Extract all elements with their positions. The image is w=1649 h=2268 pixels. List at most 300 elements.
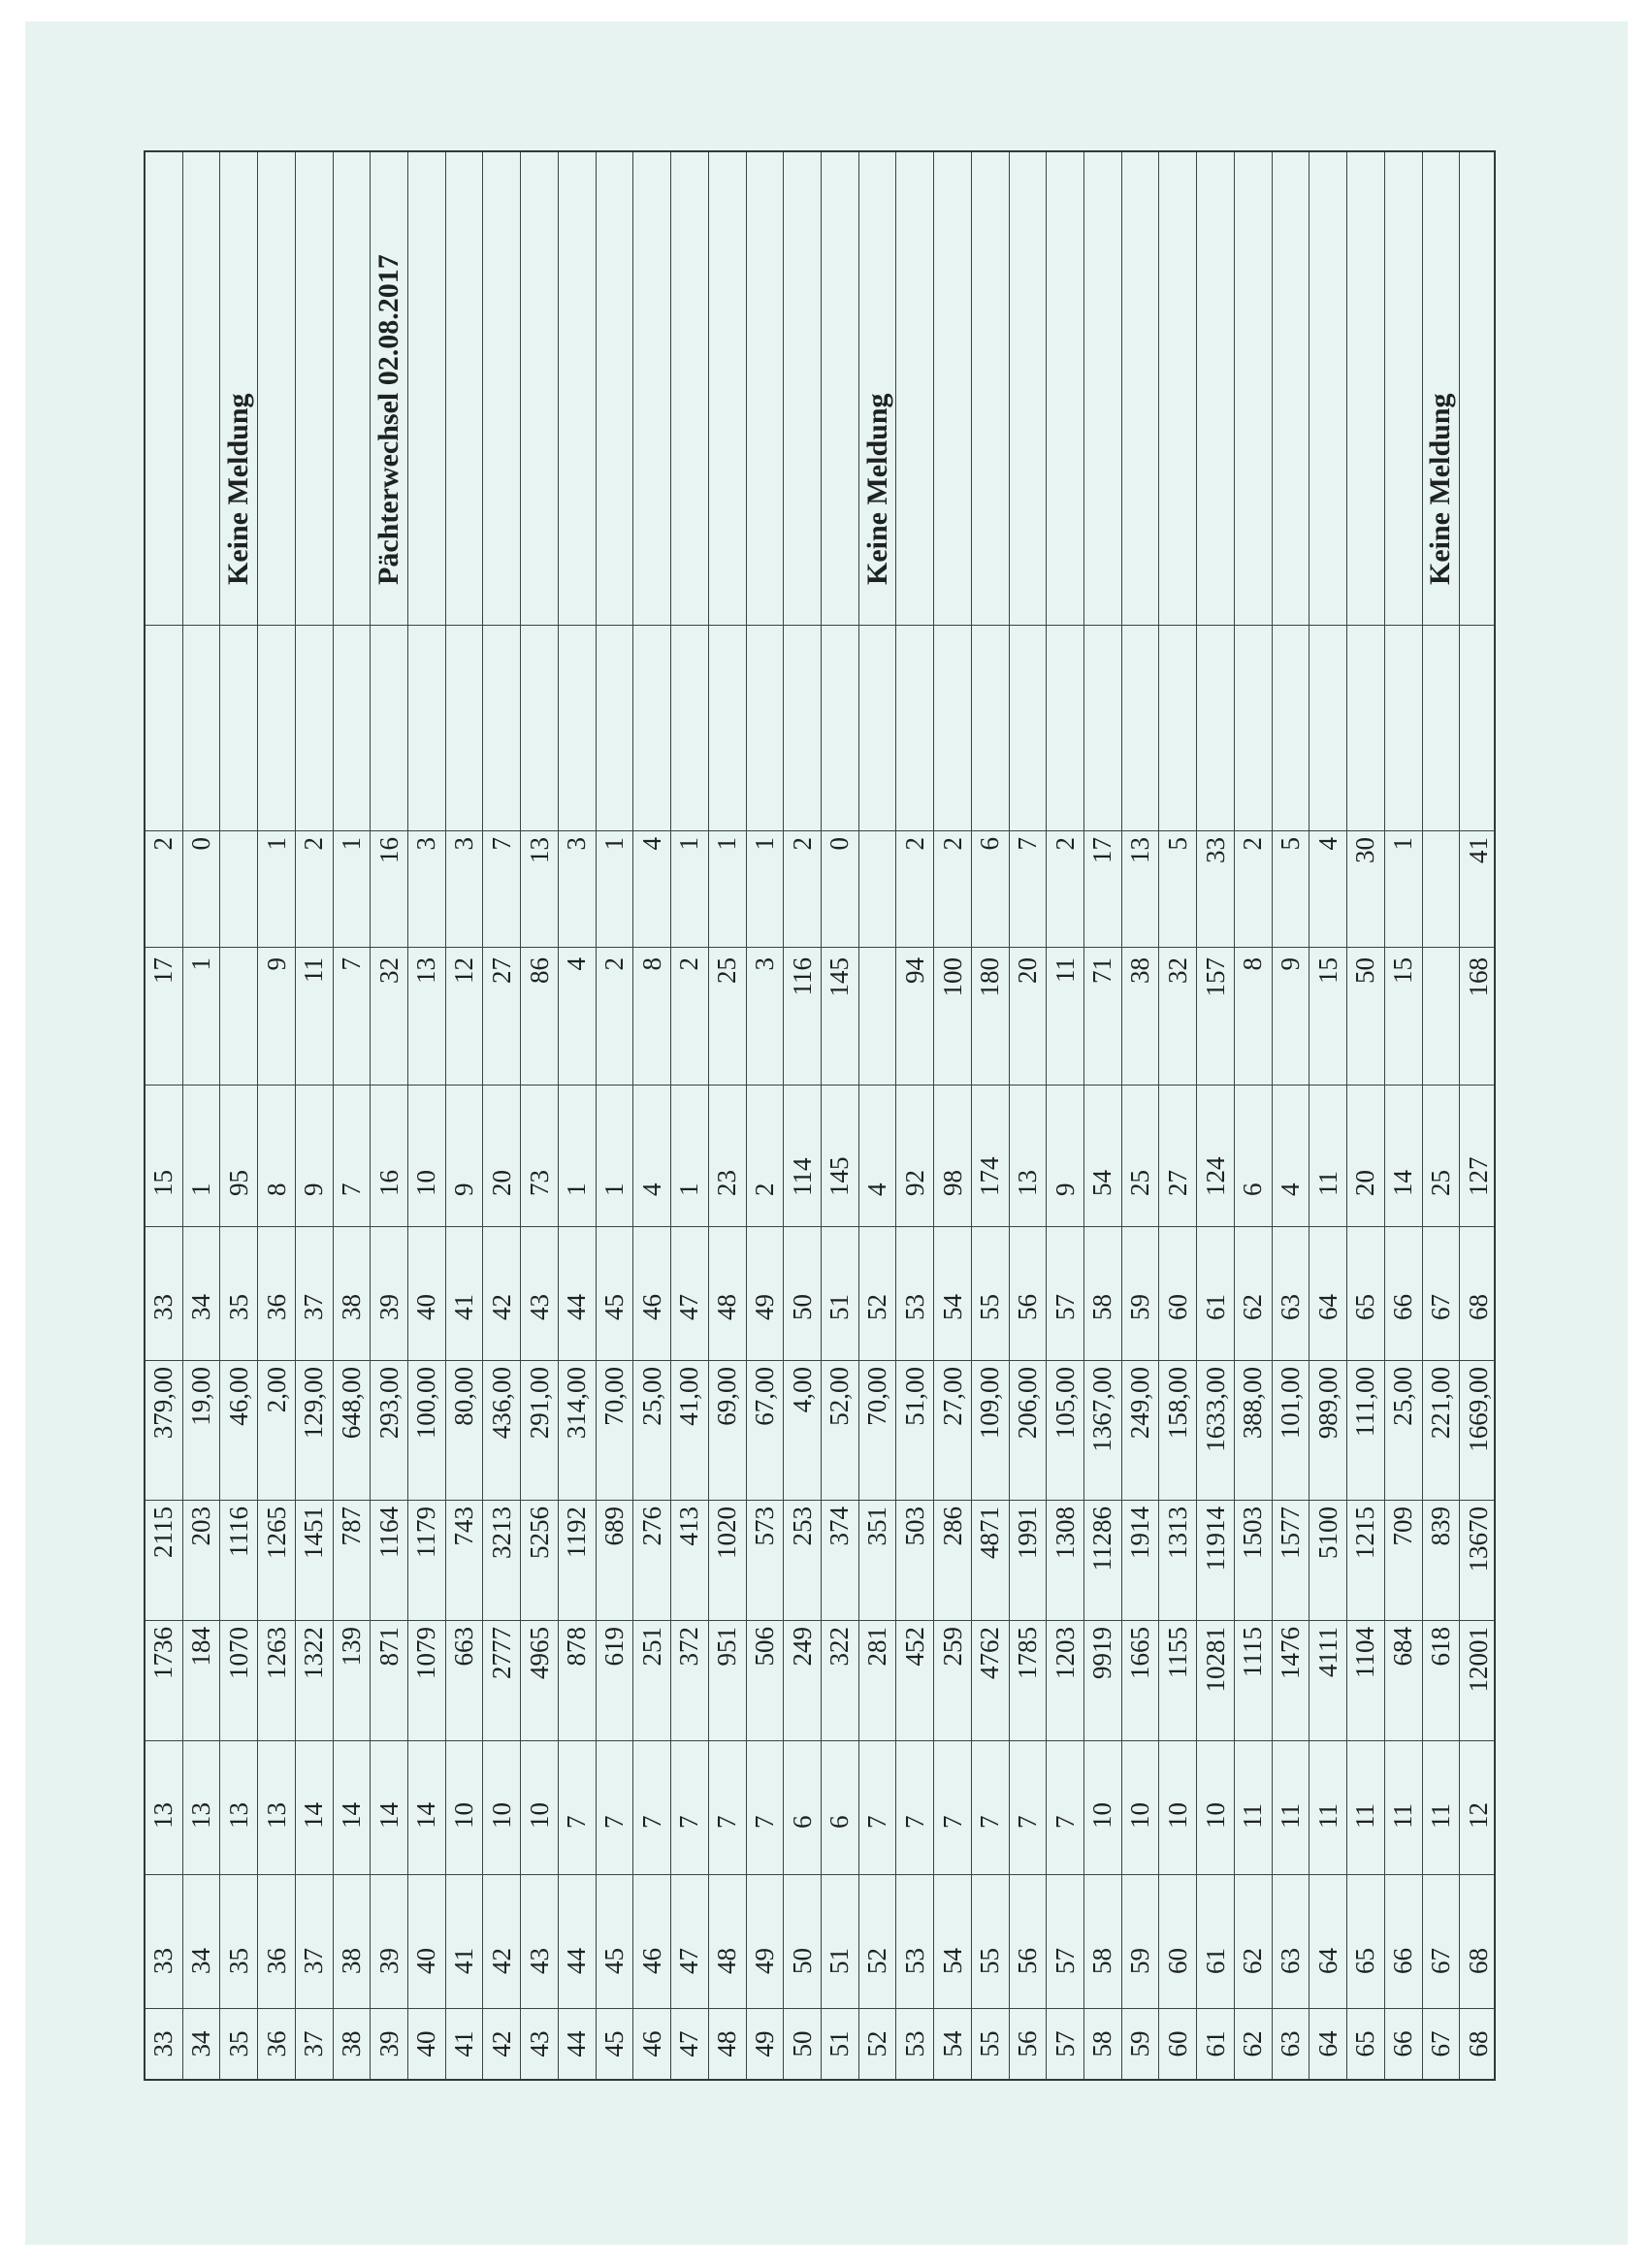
table-cell: 4762 — [975, 1627, 1005, 1679]
table-row — [709, 152, 747, 2079]
remark-cell — [1010, 148, 1047, 626]
table-row — [1010, 152, 1048, 2079]
table-cell: 221,00 — [1425, 1367, 1455, 1440]
table-cell: 59 — [1125, 1948, 1155, 1974]
table-cell: 58 — [1087, 1294, 1117, 1320]
table-cell: 65 — [1350, 2030, 1380, 2057]
remark-cell — [1160, 148, 1197, 626]
table-cell: 67 — [1425, 2030, 1455, 2057]
table-cell: 1020 — [712, 1507, 742, 1559]
table-cell: 43 — [524, 1948, 554, 1974]
table-cell: 55 — [975, 1294, 1005, 1320]
table-cell: 105,00 — [1050, 1367, 1080, 1440]
table-cell: 40 — [411, 1294, 441, 1320]
table-cell: 10 — [1200, 1802, 1230, 1829]
remark-cell — [1047, 148, 1083, 626]
table-cell: 8 — [1238, 957, 1268, 971]
table-cell: 1115 — [1238, 1627, 1268, 1677]
table-cell: 67 — [1425, 1948, 1455, 1974]
table-cell: 374 — [824, 1507, 855, 1546]
table-cell: 45 — [599, 1948, 630, 1974]
table-cell: 40 — [411, 2030, 441, 2057]
remark-cell — [183, 148, 220, 626]
table-cell: 13 — [148, 1802, 178, 1829]
remark-cell — [709, 148, 746, 626]
table-cell: 4 — [1276, 1183, 1306, 1196]
table-cell: 50 — [787, 1948, 817, 1974]
table-cell: 50 — [1350, 957, 1380, 984]
table-cell: 158,00 — [1162, 1367, 1192, 1440]
table-row — [1160, 152, 1198, 2079]
table-cell: 14 — [336, 1802, 366, 1829]
table-cell: 10 — [486, 1802, 516, 1829]
table-cell: 54 — [937, 1294, 967, 1320]
table-cell: 64 — [1312, 1294, 1342, 1320]
table-cell: 184 — [186, 1627, 216, 1667]
table-cell: 32 — [373, 957, 404, 984]
table-cell: 1 — [599, 1183, 630, 1196]
table-cell: 3 — [411, 837, 441, 851]
table-cell: 41 — [449, 2030, 479, 2057]
table-cell: 2 — [1050, 837, 1080, 851]
table-row — [747, 152, 785, 2079]
table-cell: 50 — [787, 2030, 817, 2057]
table-cell: 276 — [636, 1507, 666, 1546]
table-cell: 145 — [824, 1156, 855, 1196]
table-cell: 46 — [636, 2030, 666, 2057]
table-cell: 64 — [1312, 1948, 1342, 1974]
table-cell: 1633,00 — [1200, 1367, 1230, 1452]
table-cell: 37 — [299, 1294, 329, 1320]
table-cell: 372 — [674, 1627, 704, 1667]
table-cell: 14 — [373, 1802, 404, 1829]
table-cell: 3 — [449, 837, 479, 851]
table-cell: 36 — [261, 1948, 291, 1974]
table-cell: 2 — [299, 837, 329, 851]
table-cell: 59 — [1125, 1294, 1155, 1320]
remark-cell — [1273, 148, 1310, 626]
table-cell: 80,00 — [449, 1367, 479, 1426]
table-cell: 2 — [749, 1183, 779, 1196]
table-cell: 2 — [899, 837, 929, 851]
table-cell: 30 — [1350, 837, 1380, 863]
table-cell: 38 — [1125, 957, 1155, 984]
table-cell: 14 — [299, 1802, 329, 1829]
table-cell: 100,00 — [411, 1367, 441, 1440]
table-cell: 39 — [373, 1948, 404, 1974]
table-cell: 39 — [373, 2030, 404, 2057]
table-cell: 10281 — [1200, 1627, 1230, 1693]
table-cell: 5100 — [1312, 1507, 1342, 1559]
table-cell: 27,00 — [937, 1367, 967, 1426]
table-cell: 95 — [223, 1170, 253, 1196]
table-cell: 11 — [299, 957, 329, 983]
remark-cell — [822, 148, 858, 626]
table-cell: 2 — [674, 957, 704, 971]
table-cell: 7 — [599, 1815, 630, 1829]
table-cell — [1423, 948, 1460, 1085]
table-cell: 259 — [937, 1627, 967, 1667]
table-cell: 3 — [562, 837, 592, 851]
table-cell: 157 — [1200, 957, 1230, 997]
table-cell: 86 — [524, 957, 554, 984]
table-cell: 1192 — [562, 1507, 592, 1558]
table-cell: 1263 — [261, 1627, 291, 1679]
table-cell: 7 — [1012, 1815, 1042, 1829]
table-cell: 1367,00 — [1087, 1367, 1117, 1452]
table-row — [1047, 152, 1084, 2079]
remark-cell: Pächterwechsel 02.08.2017 — [372, 254, 405, 585]
table-row — [296, 152, 334, 2079]
table-cell: 66 — [1388, 2030, 1418, 2057]
table-cell: 11 — [1276, 1803, 1306, 1829]
table-cell: 59 — [1125, 2030, 1155, 2057]
table-cell: 92 — [899, 1170, 929, 1196]
table-cell: 51 — [824, 1294, 855, 1320]
table-cell: 129,00 — [299, 1367, 329, 1440]
table-cell: 11 — [1050, 957, 1080, 983]
table-cell: 1 — [186, 1183, 216, 1196]
table-cell: 7 — [899, 1815, 929, 1829]
table-cell: 65 — [1350, 1294, 1380, 1320]
table-cell: 2 — [937, 837, 967, 851]
table-cell: 67 — [1425, 1294, 1455, 1320]
table-cell: 10 — [1162, 1802, 1192, 1829]
table-cell: 13 — [524, 837, 554, 863]
table-row — [1423, 152, 1461, 2079]
table-cell: 13 — [411, 957, 441, 984]
table-cell: 54 — [937, 2030, 967, 2057]
table-row — [371, 152, 408, 2079]
table-cell: 37 — [299, 2030, 329, 2057]
table-cell: 743 — [449, 1507, 479, 1546]
table-row — [822, 152, 859, 2079]
table-cell: 5256 — [524, 1507, 554, 1559]
table-cell: 1991 — [1012, 1507, 1042, 1559]
table-cell: 251 — [636, 1627, 666, 1667]
remark-cell — [559, 148, 596, 626]
table-cell: 7 — [1012, 837, 1042, 851]
table-row — [859, 152, 897, 2079]
table-cell: 53 — [899, 1948, 929, 1974]
remark-cell — [1385, 148, 1422, 626]
table-row — [334, 152, 372, 2079]
table-cell: 7 — [336, 1183, 366, 1196]
table-cell: 619 — [599, 1627, 630, 1667]
table-cell: 42 — [486, 1294, 516, 1320]
table-cell: 25 — [1425, 1170, 1455, 1196]
table-row — [446, 152, 484, 2079]
table-cell: 1 — [749, 837, 779, 851]
table-cell: 11 — [1238, 1803, 1268, 1829]
table-cell: 41,00 — [674, 1367, 704, 1426]
table-cell: 314,00 — [562, 1367, 592, 1440]
table-cell: 50 — [787, 1294, 817, 1320]
table-row — [220, 152, 258, 2079]
table-cell: 1577 — [1276, 1507, 1306, 1559]
table-cell: 36 — [261, 2030, 291, 2057]
table-cell: 2777 — [486, 1627, 516, 1679]
remark-cell — [972, 148, 1009, 626]
table-row — [1197, 152, 1235, 2079]
table-cell: 4871 — [975, 1507, 1005, 1559]
table-cell: 3 — [749, 957, 779, 971]
table-cell: 42 — [486, 1948, 516, 1974]
table-cell: 68 — [1464, 1948, 1494, 1974]
table-cell: 68 — [1464, 2030, 1494, 2057]
table-cell: 7 — [862, 1815, 892, 1829]
remark-cell — [934, 148, 971, 626]
table-cell: 55 — [975, 1948, 1005, 1974]
table-cell: 5 — [1162, 837, 1192, 851]
table-cell: 1079 — [411, 1627, 441, 1679]
table-cell: 249,00 — [1125, 1367, 1155, 1440]
remark-cell — [671, 148, 708, 626]
table-cell: 47 — [674, 2030, 704, 2057]
table-cell: 7 — [749, 1815, 779, 1829]
table-row — [633, 152, 671, 2079]
table-cell: 503 — [899, 1507, 929, 1546]
table-cell: 2 — [599, 957, 630, 971]
table-cell: 39 — [373, 1294, 404, 1320]
table-cell: 49 — [749, 1294, 779, 1320]
table-cell: 45 — [599, 2030, 630, 2057]
table-cell: 16 — [373, 1170, 404, 1196]
table-cell: 11 — [1312, 1803, 1342, 1829]
table-cell: 1 — [261, 837, 291, 851]
remark-cell — [258, 148, 295, 626]
table-cell: 249 — [787, 1627, 817, 1667]
remark-cell — [1235, 148, 1272, 626]
remark-cell — [1347, 148, 1384, 626]
table-cell: 7 — [336, 957, 366, 971]
table-cell: 38 — [336, 1294, 366, 1320]
table-cell: 15 — [148, 1170, 178, 1196]
table-row — [146, 152, 183, 2079]
table-cell: 286 — [937, 1507, 967, 1546]
table-cell: 34 — [186, 1948, 216, 1974]
table-cell: 684 — [1388, 1627, 1418, 1667]
table-cell: 871 — [373, 1627, 404, 1667]
table-cell: 878 — [562, 1627, 592, 1667]
table-cell: 45 — [599, 1294, 630, 1320]
remark-cell — [484, 148, 521, 626]
table-cell: 1322 — [299, 1627, 329, 1679]
table-cell: 6 — [975, 837, 1005, 851]
table-cell: 9 — [449, 1183, 479, 1196]
table-cell: 11286 — [1087, 1507, 1117, 1571]
table-cell: 16 — [373, 837, 404, 863]
table-row — [1084, 152, 1122, 2079]
table-cell: 388,00 — [1238, 1367, 1268, 1440]
remark-cell — [896, 148, 933, 626]
table-cell: 58 — [1087, 1948, 1117, 1974]
table-cell: 70,00 — [862, 1367, 892, 1426]
table-cell: 13 — [1125, 837, 1155, 863]
table-cell: 57 — [1050, 2030, 1080, 2057]
table-cell: 1476 — [1276, 1627, 1306, 1679]
table-cell: 11 — [1350, 1803, 1380, 1829]
table-cell: 351 — [862, 1507, 892, 1546]
table-cell: 689 — [599, 1507, 630, 1546]
table-cell: 10 — [449, 1802, 479, 1829]
table-row — [258, 152, 296, 2079]
table-cell: 1 — [712, 837, 742, 851]
table-cell: 71 — [1087, 957, 1117, 984]
remark-cell: Keine Meldung — [1424, 393, 1457, 585]
table-cell: 33 — [148, 1948, 178, 1974]
table-row — [1122, 152, 1160, 2079]
remark-cell — [1460, 148, 1498, 626]
table-cell: 44 — [562, 1294, 592, 1320]
table-cell: 839 — [1425, 1507, 1455, 1546]
table-cell: 1 — [674, 1183, 704, 1196]
table-cell: 34 — [186, 1294, 216, 1320]
table-cell: 61 — [1200, 2030, 1230, 2057]
table-cell: 48 — [712, 1294, 742, 1320]
table-cell: 101,00 — [1276, 1367, 1306, 1440]
table-cell: 51,00 — [899, 1367, 929, 1426]
remark-cell — [334, 148, 371, 626]
remark-cell — [784, 148, 821, 626]
table-row — [521, 152, 559, 2079]
table-cell: 379,00 — [148, 1367, 178, 1440]
table-cell: 56 — [1012, 1948, 1042, 1974]
table-cell: 43 — [524, 1294, 554, 1320]
table-cell: 4 — [636, 837, 666, 851]
remark-cell — [633, 148, 670, 626]
table-cell: 38 — [336, 1948, 366, 1974]
table-cell: 61 — [1200, 1948, 1230, 1974]
table-cell: 54 — [1087, 1170, 1117, 1196]
table-cell: 1164 — [373, 1507, 404, 1558]
table-cell: 9 — [1050, 1183, 1080, 1196]
table-cell: 2 — [787, 837, 817, 851]
table-cell: 51 — [824, 1948, 855, 1974]
table-cell: 787 — [336, 1507, 366, 1546]
table-cell: 62 — [1238, 2030, 1268, 2057]
table-cell: 13 — [186, 1802, 216, 1829]
table-cell: 70,00 — [599, 1367, 630, 1426]
table-row — [484, 152, 522, 2079]
table-cell: 618 — [1425, 1627, 1455, 1667]
table-cell: 10 — [411, 1170, 441, 1196]
table-cell: 1 — [1388, 837, 1418, 851]
table-cell: 1265 — [261, 1507, 291, 1559]
table-cell: 4 — [862, 1183, 892, 1196]
table-cell: 20 — [486, 1170, 516, 1196]
table-cell: 47 — [674, 1948, 704, 1974]
table-cell: 648,00 — [336, 1367, 366, 1440]
table-cell: 62 — [1238, 1948, 1268, 1974]
table-row — [1273, 152, 1310, 2079]
table-cell: 124 — [1200, 1156, 1230, 1196]
table-cell: 2,00 — [261, 1367, 291, 1413]
table-cell: 1665 — [1125, 1627, 1155, 1679]
table-row — [1385, 152, 1423, 2079]
table-cell: 1116 — [223, 1507, 253, 1557]
table-cell: 9 — [299, 1183, 329, 1196]
table-cell: 9 — [1276, 957, 1306, 971]
table-cell: 293,00 — [373, 1367, 404, 1440]
table-cell: 68 — [1464, 1294, 1494, 1320]
table-cell: 145 — [824, 957, 855, 997]
table-cell: 13 — [223, 1802, 253, 1829]
table-cell: 11 — [1312, 1171, 1342, 1196]
table-cell: 253 — [787, 1507, 817, 1546]
table-cell — [859, 948, 896, 1085]
table-cell: 13670 — [1464, 1507, 1494, 1572]
table-cell: 139 — [336, 1627, 366, 1667]
table-cell: 436,00 — [486, 1367, 516, 1440]
table-cell: 49 — [749, 1948, 779, 1974]
table-cell: 41 — [1464, 837, 1494, 863]
table-cell: 1 — [599, 837, 630, 851]
table-cell: 1914 — [1125, 1507, 1155, 1559]
table-cell: 7 — [674, 1815, 704, 1829]
table-cell: 98 — [937, 1170, 967, 1196]
table-cell: 7 — [636, 1815, 666, 1829]
table-cell: 37 — [299, 1948, 329, 1974]
table-cell: 7 — [937, 1815, 967, 1829]
table-cell: 6 — [787, 1815, 817, 1829]
table-cell: 12 — [1464, 1802, 1494, 1829]
table-cell — [859, 831, 896, 948]
table-cell: 0 — [186, 837, 216, 851]
table-cell: 60 — [1162, 2030, 1192, 2057]
table-cell: 2 — [148, 837, 178, 851]
table-cell: 11 — [1425, 1803, 1455, 1829]
table-cell: 35 — [223, 1294, 253, 1320]
table-row — [671, 152, 709, 2079]
table-cell: 60 — [1162, 1294, 1192, 1320]
table-cell: 35 — [223, 2030, 253, 2057]
table-cell: 4965 — [524, 1627, 554, 1679]
table-cell: 1451 — [299, 1507, 329, 1559]
table-cell: 1215 — [1350, 1507, 1380, 1559]
table-row — [597, 152, 634, 2079]
remark-cell — [1310, 148, 1346, 626]
table-cell: 4 — [562, 957, 592, 971]
table-cell: 452 — [899, 1627, 929, 1667]
table-cell: 40 — [411, 1948, 441, 1974]
table-cell: 12 — [449, 957, 479, 984]
table-cell: 63 — [1276, 1294, 1306, 1320]
table-cell: 1 — [186, 957, 216, 971]
table-cell: 66 — [1388, 1948, 1418, 1974]
table-cell: 94 — [899, 957, 929, 984]
table-cell: 1 — [336, 837, 366, 851]
table-cell: 5 — [1276, 837, 1306, 851]
table-cell: 14 — [411, 1802, 441, 1829]
table-cell: 66 — [1388, 1294, 1418, 1320]
table-row — [408, 152, 446, 2079]
table-cell: 73 — [524, 1170, 554, 1196]
table-cell: 281 — [862, 1627, 892, 1667]
table-row — [1347, 152, 1385, 2079]
table-cell: 8 — [261, 1183, 291, 1196]
table-cell: 4111 — [1312, 1627, 1342, 1677]
table-cell: 54 — [937, 1948, 967, 1974]
table-cell: 27 — [1162, 1170, 1192, 1196]
table-cell: 49 — [749, 2030, 779, 2057]
table-cell: 20 — [1350, 1170, 1380, 1196]
table-cell: 8 — [636, 957, 666, 971]
table-cell: 1 — [674, 837, 704, 851]
table-cell: 12001 — [1464, 1627, 1494, 1693]
table-cell: 413 — [674, 1507, 704, 1546]
table-row — [934, 152, 972, 2079]
